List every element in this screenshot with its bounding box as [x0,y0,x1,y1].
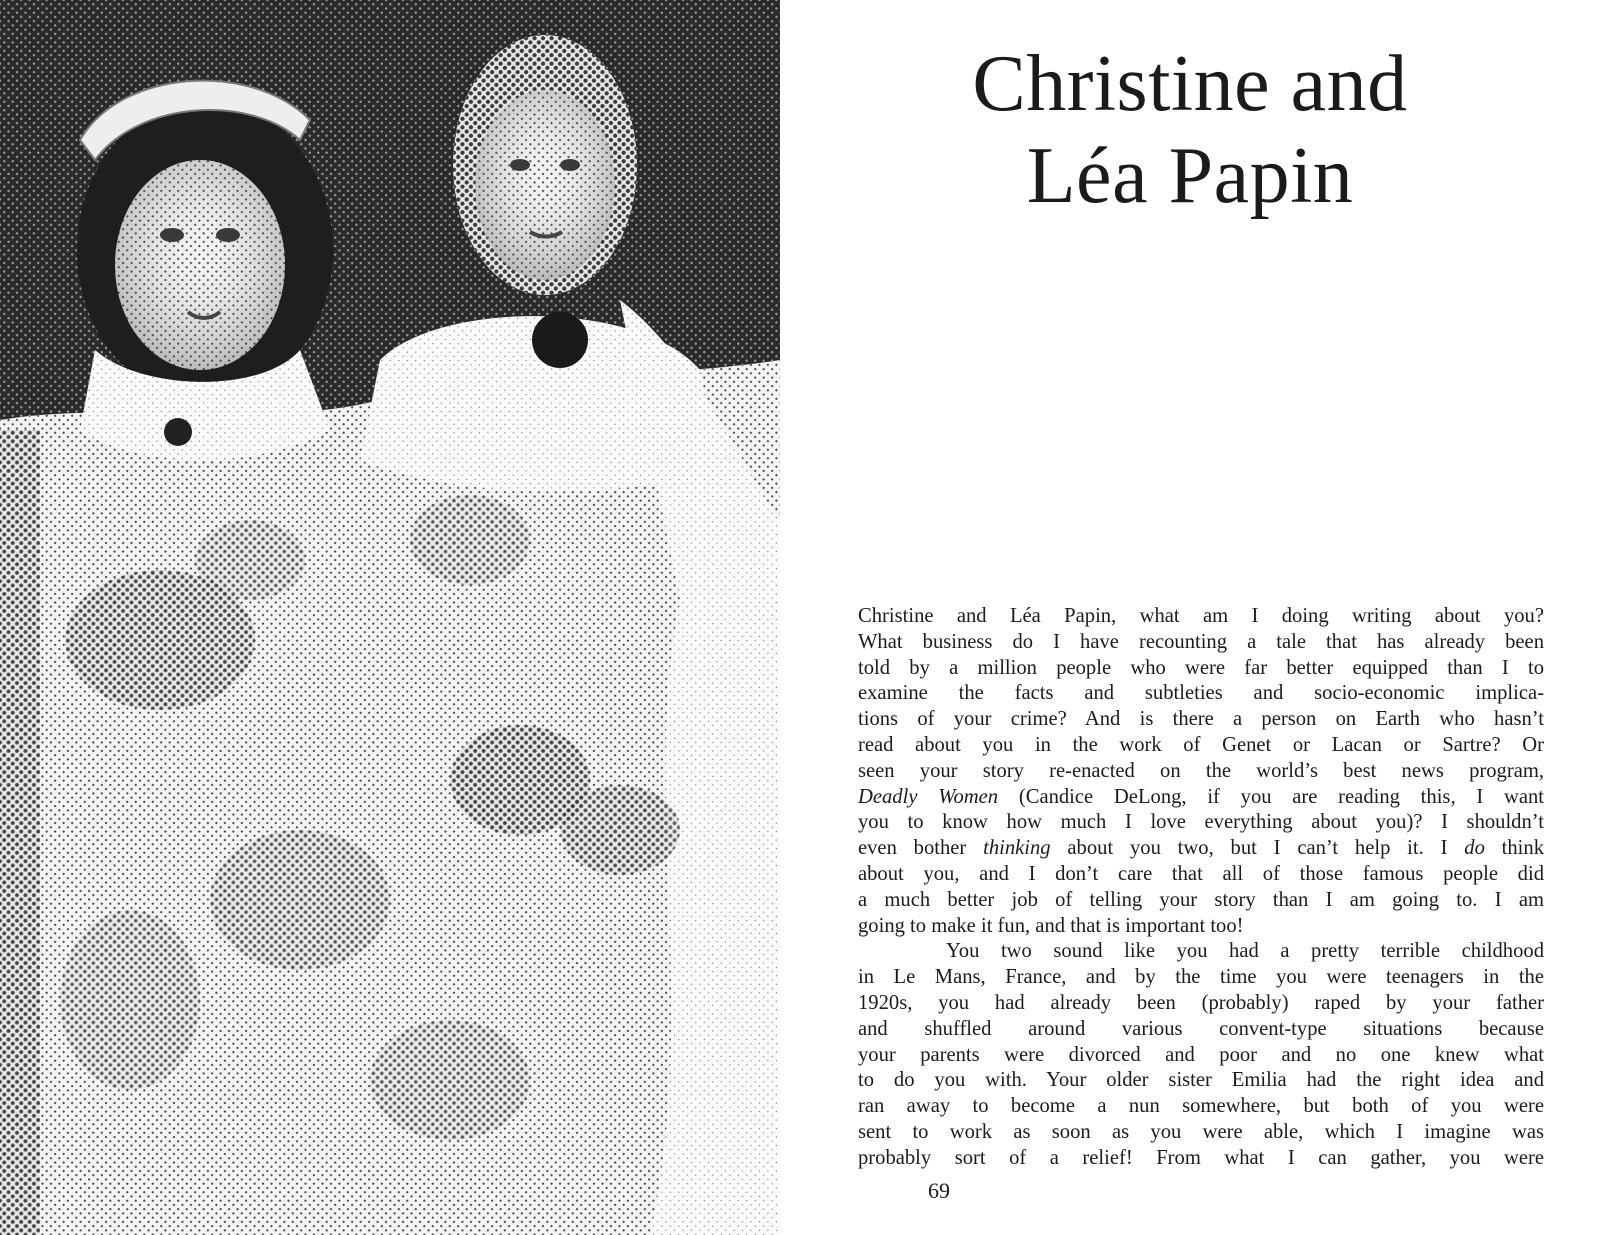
italic-emphasis: do [1464,837,1485,860]
body-line: in Le Mans, France, and by the time you were teenagers in the [858,966,1544,989]
chapter-title-line-2: Léa Papin [1026,132,1354,220]
body-line: sent to work as soon as you were able, which I imagine was [858,1120,1544,1143]
text-page [780,0,1600,1235]
body-line: seen your story re-enacted on the world’s best news program, [858,759,1544,782]
body-line: ran away to become a nun somewhere, but both of you were [858,1095,1544,1118]
italic-title: Deadly Women [858,785,999,808]
body-line: tions of your crime? And is there a person on Earth who hasn’t [858,708,1544,731]
body-line: told by a million people who were far better equipped than I to [858,656,1544,679]
body-line: you to know how much I love everything about you)? I shouldn’t [858,811,1544,834]
page-number: 69 [928,1178,950,1203]
body-line: read about you in the work of Genet or Lacan or Sartre? Or [858,733,1544,756]
chapter-title-line-1: Christine and [972,40,1408,128]
body-line: going to make it fun, and that is important too! [858,914,1244,937]
body-line: to do you with. Your older sister Emilia had the right idea and [858,1069,1544,1092]
body-line: and shuffled around various convent-type situations because [858,1017,1544,1040]
body-line: 1920s, you had already been (probably) raped by your father [858,991,1544,1014]
body-line: about you, and I don’t care that all of those famous people did [858,862,1544,885]
body-line: examine the facts and subtleties and socio-economic implica- [858,682,1544,705]
body-line: You two sound like you had a pretty terrible childhood [946,940,1544,963]
halftone-photo [0,0,780,1235]
body-line: even bother thinking about you two, but I can’t help it. I do think [858,837,1545,860]
body-line: probably sort of a relief! From what I can gather, you were [858,1146,1544,1169]
photo-page [0,0,780,1235]
body-line: Christine and Léa Papin, what am I doing writing about you? [858,605,1544,627]
body-line: What business do I have recounting a tale that has already been [858,630,1544,653]
body-line: your parents were divorced and poor and no one knew what [858,1043,1544,1066]
body-line: a much better job of telling your story than I am going to. I am [858,888,1544,911]
body-line: Deadly Women (Candice DeLong, if you are reading this, I want [858,785,1544,808]
italic-emphasis: thinking [983,837,1051,860]
body-text [858,604,1544,1172]
chapter-title [880,38,1500,222]
